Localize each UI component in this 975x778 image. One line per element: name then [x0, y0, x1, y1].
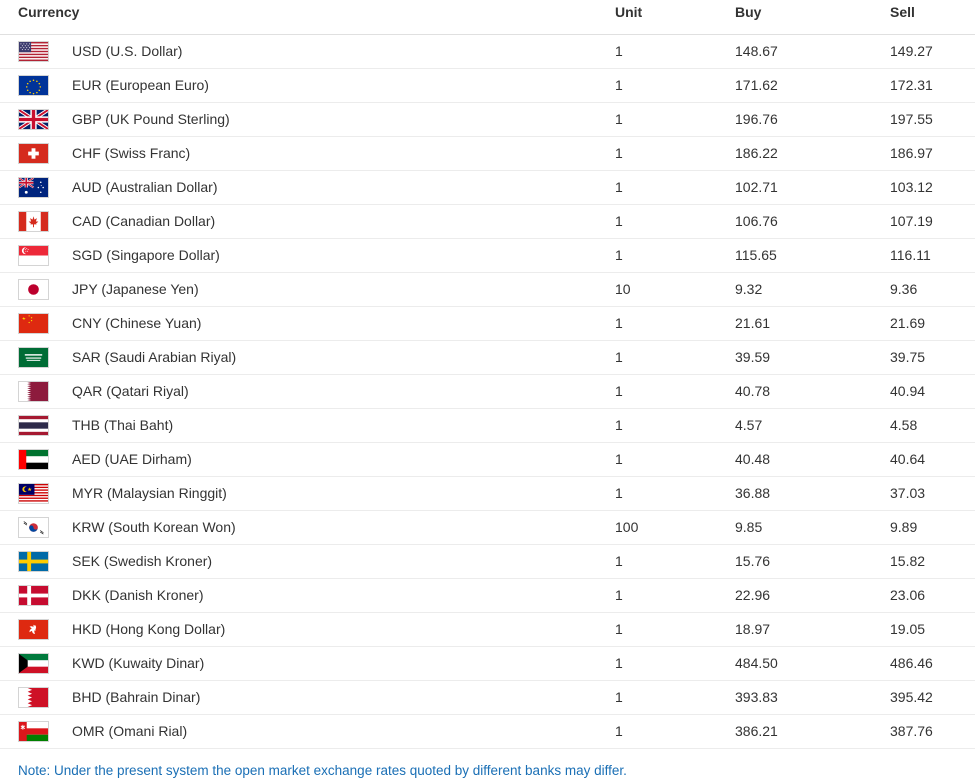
currency-name-cell: CNY (Chinese Yuan): [60, 306, 613, 340]
currency-flag-cell: [0, 34, 60, 68]
currency-name-cell: HKD (Hong Kong Dollar): [60, 612, 613, 646]
currency-name-cell: DKK (Danish Kroner): [60, 578, 613, 612]
currency-buy-cell: 15.76: [733, 544, 888, 578]
currency-unit-cell: 1: [613, 476, 733, 510]
table-body: [0, 34, 975, 748]
flag-aus-icon: [18, 177, 49, 198]
currency-flag-cell: [0, 510, 60, 544]
table-row: [0, 578, 975, 612]
currency-sell-cell: 197.55: [888, 102, 975, 136]
currency-buy-cell: 40.78: [733, 374, 888, 408]
currency-flag-cell: [0, 340, 60, 374]
currency-sell-cell: 15.82: [888, 544, 975, 578]
currency-flag-cell: [0, 306, 60, 340]
currency-sell-cell: 19.05: [888, 612, 975, 646]
table-row: [0, 646, 975, 680]
currency-buy-cell: 22.96: [733, 578, 888, 612]
currency-buy-cell: 4.57: [733, 408, 888, 442]
flag-can-icon: [18, 211, 49, 232]
currency-flag-cell: [0, 476, 60, 510]
currency-flag-cell: [0, 272, 60, 306]
currency-name-cell: USD (U.S. Dollar): [60, 34, 613, 68]
currency-flag-cell: [0, 442, 60, 476]
table-row: [0, 34, 975, 68]
flag-kwt-icon: [18, 653, 49, 674]
currency-buy-cell: 148.67: [733, 34, 888, 68]
table-row: [0, 374, 975, 408]
flag-kor-icon: [18, 517, 49, 538]
currency-unit-cell: 1: [613, 34, 733, 68]
currency-buy-cell: 386.21: [733, 714, 888, 748]
currency-unit-cell: 1: [613, 442, 733, 476]
currency-buy-cell: 102.71: [733, 170, 888, 204]
table-row: [0, 136, 975, 170]
table-row: [0, 476, 975, 510]
column-header-unit: Unit: [613, 0, 733, 34]
currency-flag-cell: [0, 204, 60, 238]
column-header-buy: Buy: [733, 0, 888, 34]
currency-sell-cell: 9.36: [888, 272, 975, 306]
table-row: [0, 714, 975, 748]
currency-flag-cell: [0, 408, 60, 442]
table-row: [0, 68, 975, 102]
currency-sell-cell: 40.64: [888, 442, 975, 476]
currency-buy-cell: 196.76: [733, 102, 888, 136]
currency-buy-cell: 393.83: [733, 680, 888, 714]
currency-sell-cell: 172.31: [888, 68, 975, 102]
currency-buy-cell: 21.61: [733, 306, 888, 340]
currency-unit-cell: 1: [613, 238, 733, 272]
currency-flag-cell: [0, 136, 60, 170]
currency-flag-cell: [0, 714, 60, 748]
flag-sau-icon: [18, 347, 49, 368]
flag-che-icon: [18, 143, 49, 164]
currency-sell-cell: 107.19: [888, 204, 975, 238]
table-row: [0, 204, 975, 238]
flag-uk-icon: [18, 109, 49, 130]
currency-name-cell: AUD (Australian Dollar): [60, 170, 613, 204]
currency-buy-cell: 40.48: [733, 442, 888, 476]
currency-flag-cell: [0, 578, 60, 612]
currency-name-cell: MYR (Malaysian Ringgit): [60, 476, 613, 510]
currency-flag-cell: [0, 374, 60, 408]
flag-omn-icon: [18, 721, 49, 742]
table-row: [0, 170, 975, 204]
flag-jpn-icon: [18, 279, 49, 300]
currency-buy-cell: 9.85: [733, 510, 888, 544]
currency-unit-cell: 1: [613, 340, 733, 374]
table-row: [0, 680, 975, 714]
currency-sell-cell: 39.75: [888, 340, 975, 374]
currency-unit-cell: 1: [613, 714, 733, 748]
currency-flag-cell: [0, 544, 60, 578]
currency-unit-cell: 1: [613, 374, 733, 408]
column-header-sell: Sell: [888, 0, 975, 34]
currency-name-cell: CAD (Canadian Dollar): [60, 204, 613, 238]
flag-eu-icon: [18, 75, 49, 96]
currency-sell-cell: 186.97: [888, 136, 975, 170]
flag-qat-icon: [18, 381, 49, 402]
currency-flag-cell: [0, 102, 60, 136]
currency-name-cell: BHD (Bahrain Dinar): [60, 680, 613, 714]
currency-unit-cell: 1: [613, 204, 733, 238]
currency-buy-cell: 171.62: [733, 68, 888, 102]
flag-mys-icon: [18, 483, 49, 504]
currency-name-cell: SGD (Singapore Dollar): [60, 238, 613, 272]
currency-sell-cell: 395.42: [888, 680, 975, 714]
flag-hkg-icon: [18, 619, 49, 640]
currency-sell-cell: 387.76: [888, 714, 975, 748]
flag-usa-icon: [18, 41, 49, 62]
currency-unit-cell: 1: [613, 306, 733, 340]
currency-buy-cell: 484.50: [733, 646, 888, 680]
currency-name-cell: SEK (Swedish Kroner): [60, 544, 613, 578]
flag-swe-icon: [18, 551, 49, 572]
currency-sell-cell: 149.27: [888, 34, 975, 68]
flag-are-icon: [18, 449, 49, 470]
currency-buy-cell: 9.32: [733, 272, 888, 306]
currency-unit-cell: 1: [613, 136, 733, 170]
currency-name-cell: THB (Thai Baht): [60, 408, 613, 442]
currency-buy-cell: 186.22: [733, 136, 888, 170]
currency-unit-cell: 10: [613, 272, 733, 306]
currency-name-cell: AED (UAE Dirham): [60, 442, 613, 476]
table-row: [0, 442, 975, 476]
currency-unit-cell: 1: [613, 408, 733, 442]
flag-dnk-icon: [18, 585, 49, 606]
currency-unit-cell: 1: [613, 612, 733, 646]
table-row: [0, 238, 975, 272]
currency-flag-cell: [0, 612, 60, 646]
currency-unit-cell: 1: [613, 68, 733, 102]
currency-unit-cell: 1: [613, 646, 733, 680]
table-row: [0, 544, 975, 578]
table-row: [0, 340, 975, 374]
currency-sell-cell: 23.06: [888, 578, 975, 612]
currency-buy-cell: 106.76: [733, 204, 888, 238]
flag-sgp-icon: [18, 245, 49, 266]
table-row: [0, 510, 975, 544]
currency-flag-cell: [0, 238, 60, 272]
currency-flag-cell: [0, 680, 60, 714]
currency-sell-cell: 37.03: [888, 476, 975, 510]
currency-buy-cell: 36.88: [733, 476, 888, 510]
currency-name-cell: EUR (European Euro): [60, 68, 613, 102]
currency-name-cell: CHF (Swiss Franc): [60, 136, 613, 170]
currency-name-cell: GBP (UK Pound Sterling): [60, 102, 613, 136]
currency-sell-cell: 486.46: [888, 646, 975, 680]
currency-sell-cell: 9.89: [888, 510, 975, 544]
flag-bhr-icon: [18, 687, 49, 708]
currency-sell-cell: 116.11: [888, 238, 975, 272]
currency-unit-cell: 1: [613, 578, 733, 612]
currency-name-cell: SAR (Saudi Arabian Riyal): [60, 340, 613, 374]
table-header-row: [0, 0, 975, 34]
currency-flag-cell: [0, 68, 60, 102]
currency-sell-cell: 40.94: [888, 374, 975, 408]
currency-unit-cell: 1: [613, 680, 733, 714]
currency-name-cell: KRW (South Korean Won): [60, 510, 613, 544]
flag-tha-icon: [18, 415, 49, 436]
table-row: [0, 408, 975, 442]
table-row: [0, 102, 975, 136]
column-header-currency: Currency: [0, 0, 613, 34]
currency-unit-cell: 1: [613, 102, 733, 136]
currency-name-cell: QAR (Qatari Riyal): [60, 374, 613, 408]
currency-unit-cell: 1: [613, 170, 733, 204]
table-row: [0, 272, 975, 306]
disclaimer-note: Note: Under the present system the open market exchange rates quoted by different banks may differ.: [18, 762, 627, 778]
currency-buy-cell: 115.65: [733, 238, 888, 272]
currency-flag-cell: [0, 646, 60, 680]
currency-name-cell: KWD (Kuwaity Dinar): [60, 646, 613, 680]
currency-sell-cell: 103.12: [888, 170, 975, 204]
currency-name-cell: OMR (Omani Rial): [60, 714, 613, 748]
currency-flag-cell: [0, 170, 60, 204]
table-header: [0, 0, 975, 34]
currency-sell-cell: 21.69: [888, 306, 975, 340]
currency-buy-cell: 18.97: [733, 612, 888, 646]
currency-sell-cell: 4.58: [888, 408, 975, 442]
currency-unit-cell: 100: [613, 510, 733, 544]
table-row: [0, 306, 975, 340]
flag-chn-icon: [18, 313, 49, 334]
table-row: [0, 612, 975, 646]
currency-buy-cell: 39.59: [733, 340, 888, 374]
currency-name-cell: JPY (Japanese Yen): [60, 272, 613, 306]
currency-unit-cell: 1: [613, 544, 733, 578]
